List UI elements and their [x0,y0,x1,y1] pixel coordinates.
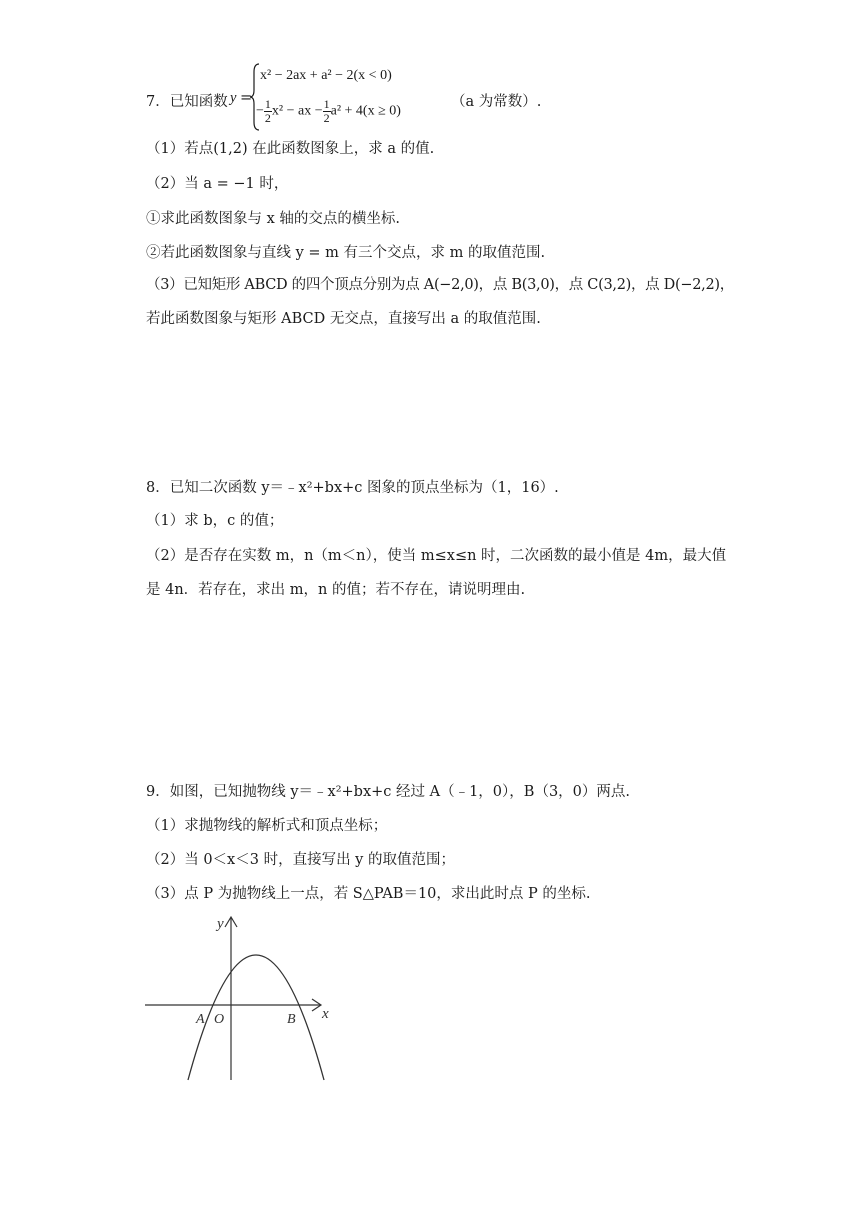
problem-7-lead: 7．已知函数 [146,94,228,110]
problem-8-q2: （2）是否存在实数 m，n（m＜n），使当 m≤x≤n 时，二次函数的最小值是 4m，最大值 [146,548,727,564]
piecewise-case-2: − $\frac{1}{2}$ x² − ax − $\frac{1}{2}$ a² + 4(x ≥ 0) [256,97,401,125]
problem-8-q2b: 是 4n．若存在，求出 m，n 的值；若不存在，请说明理由. [146,582,526,598]
problem-7-q1: （1）若点(1,2) 在此函数图象上，求 a 的值. [146,141,435,157]
function-var-y: y [230,90,237,106]
problem-7-q3: （3）已知矩形 ABCD 的四个顶点分别为点 A(−2,0)，点 B(3,0)，点 C(3,2)，点 D(−2,2)， [146,277,734,293]
problem-7-q2a: ①求此函数图象与 x 轴的交点的横坐标. [146,211,401,227]
problem-7-tail: （a 为常数）. [451,94,542,110]
piecewise-case-1: x² − 2ax + a² − 2(x < 0) [260,68,392,83]
label-y: y [217,916,224,932]
label-x: x [322,1006,329,1022]
problem-9-q1: （1）求抛物线的解析式和顶点坐标； [146,818,388,834]
parabola-curve [188,955,324,1080]
problem-7-q2b: ②若此函数图象与直线 y = m 有三个交点，求 m 的取值范围. [146,245,546,261]
problem-8-stem: 8．已知二次函数 y＝﹣x²+bx+c 图象的顶点坐标为（1，16）. [146,480,559,496]
problem-7-q3b: 若此函数图象与矩形 ABCD 无交点，直接写出 a 的取值范围. [146,311,541,327]
problem-9-q3: （3）点 P 为抛物线上一点，若 S△PAB＝10，求出此时点 P 的坐标. [146,886,591,902]
problem-7-q2: （2）当 a = −1 时， [146,176,289,192]
label-A: A [196,1012,205,1027]
parabola-figure [140,910,340,1085]
problem-9-stem: 9．如图，已知抛物线 y＝﹣x²+bx+c 经过 A（﹣1，0），B（3，0）两点. [146,784,630,800]
problem-9-q2: （2）当 0＜x＜3 时，直接写出 y 的取值范围； [146,852,455,868]
equals-sign: = [240,90,253,106]
problem-7-stem [146,62,706,132]
label-O: O [214,1012,225,1027]
label-B: B [287,1012,296,1027]
problem-8-q1: （1）求 b，c 的值； [146,513,284,529]
